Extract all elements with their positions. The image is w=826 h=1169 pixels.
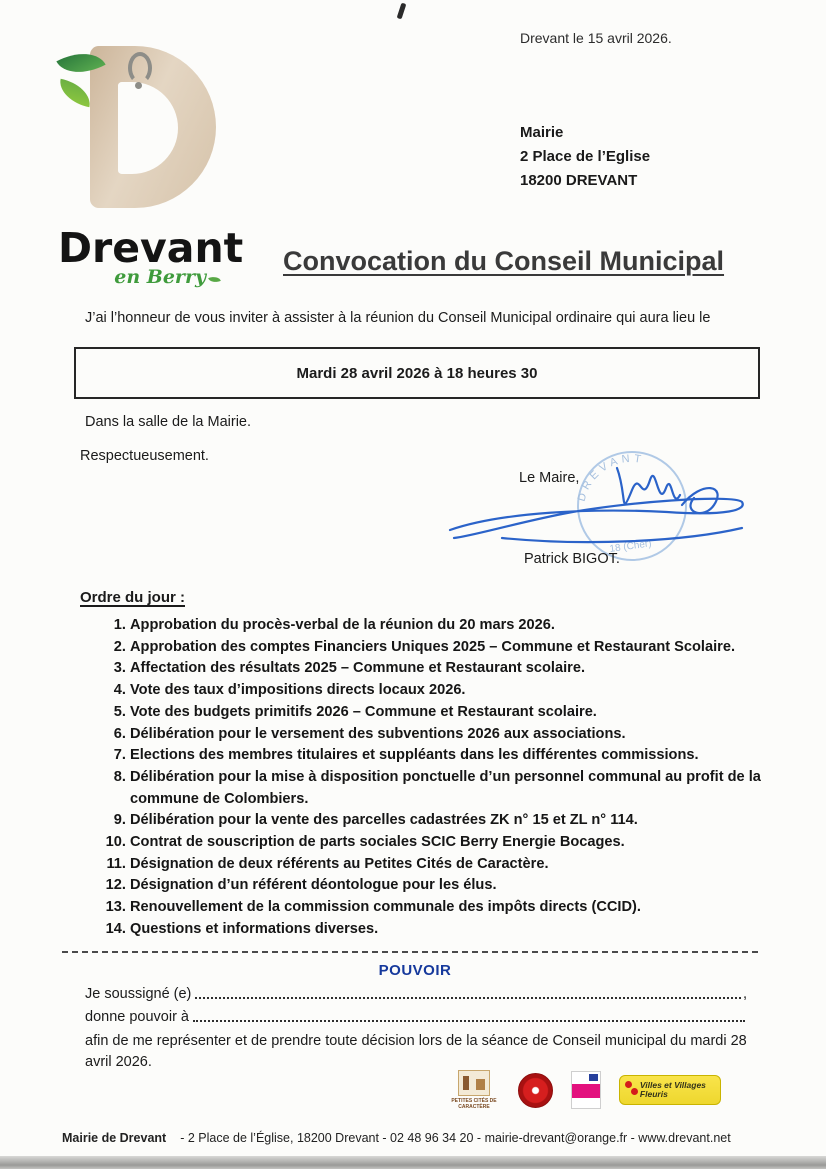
agenda-item: 1. Approbation du procès-verbal de la réunion du 20 mars 2026. — [130, 615, 766, 637]
pouvoir-heading: POUVOIR — [378, 962, 452, 979]
agenda-item: 3. Affectation des résultats 2025 – Commune et Restaurant scolaire. — [130, 658, 766, 680]
agenda-item: 10. Contrat de souscription de parts sociales SCIC Berry Energie Bocages. — [130, 832, 766, 854]
drevant-logo — [58, 40, 226, 220]
pouvoir-line-1: Je soussigné (e) , — [85, 986, 747, 1002]
flower-icon — [625, 1080, 636, 1100]
leaf-icon — [208, 274, 221, 284]
petites-cites-de-caractere-logo: PETITES CITÉS DE CARACTÈRE — [448, 1070, 500, 1110]
dotted-leader — [193, 1020, 745, 1022]
svg-text:18 (Cher): 18 (Cher) — [608, 538, 653, 555]
logo-wordmark — [58, 224, 244, 288]
agenda-item: 13. Renouvellement de la commission communale des impôts directs (CCID). — [130, 897, 766, 919]
agenda-item: 11. Désignation de deux référents au Petites Cités de Caractère. — [130, 854, 766, 876]
pcc-building-icon — [458, 1070, 490, 1096]
mayor-role: Le Maire, — [519, 470, 580, 486]
page-edge-shadow — [0, 1156, 826, 1169]
intro-text: J’ai l’honneur de vous inviter à assister à la réunion du Conseil Municipal ordinaire qui aura lieu le — [85, 310, 711, 326]
pink-blue-badge-logo — [571, 1071, 601, 1109]
mayor-stamp — [576, 452, 686, 560]
closing-text: Respectueusement. — [80, 448, 209, 464]
sender-line: 18200 DREVANT — [520, 172, 638, 189]
logo-leaf-icon — [56, 79, 94, 108]
dashed-separator — [62, 951, 758, 953]
agenda-item: 14. Questions et informations diverses. — [130, 919, 766, 941]
mayor-name: Patrick BIGOT. — [524, 551, 620, 567]
sender-line: 2 Place de l’Eglise — [520, 148, 651, 165]
agenda-item: 9. Délibération pour la vente des parcelles cadastrées ZK n° 15 et ZL n° 114. — [130, 810, 766, 832]
agenda-item: 8. Délibération pour la mise à disposition ponctuelle d’un personnel communal au profit de la commune de Colombiers. — [130, 767, 766, 810]
dotted-leader — [195, 997, 741, 999]
sender-address — [520, 121, 650, 193]
logo-tagline-text: en Berry — [58, 266, 224, 288]
page-title: Convocation du Conseil Municipal — [283, 246, 725, 276]
date-line: Drevant le 15 avril 2026. — [520, 30, 672, 46]
footer-contact: - 2 Place de l’Église, 18200 Drevant - 02 48 96 34 20 - mairie-drevant@orange.fr - www.drevant.net — [180, 1131, 731, 1145]
pouvoir-line-2: donne pouvoir à — [85, 1009, 747, 1025]
partner-logos — [448, 1070, 721, 1110]
red-flower-logo — [518, 1073, 553, 1108]
sender-line: Mairie — [520, 124, 564, 141]
footer-org-name: Mairie de Drevant — [62, 1131, 167, 1145]
logo-brand-text: Drevant — [58, 224, 244, 272]
agenda-item: 6. Délibération pour le versement des subventions 2026 aux associations. — [130, 724, 766, 746]
agenda-item: 5. Vote des budgets primitifs 2026 – Commune et Restaurant scolaire. — [130, 702, 766, 724]
meeting-datetime-box — [74, 347, 760, 399]
villes-et-villages-fleuris-logo: Villes et Villages Fleuris — [619, 1075, 721, 1105]
agenda-item: 7. Elections des membres titulaires et suppléants dans les différentes commissions. — [130, 745, 766, 767]
meeting-datetime: Mardi 28 avril 2026 à 18 heures 30 — [296, 364, 538, 382]
location-text: Dans la salle de la Mairie. — [85, 414, 252, 430]
footer-text — [62, 1131, 782, 1145]
agenda-item: 4. Vote des taux d’impositions directs locaux 2026. — [130, 680, 766, 702]
pouvoir-line-3: afin de me représenter et de prendre toute décision lors de la séance de Conseil municipal du mardi 28 avril 2026. — [85, 1033, 747, 1070]
svg-text:DREVANT: DREVANT — [575, 452, 646, 503]
scan-artifact — [397, 3, 407, 20]
logo-accent-mark — [128, 52, 152, 84]
agenda-item: 12. Désignation d’un référent déontologue pour les élus. — [130, 875, 766, 897]
agenda-heading: Ordre du jour : — [80, 589, 185, 606]
agenda-item: 2. Approbation des comptes Financiers Uniques 2025 – Commune et Restaurant Scolaire. — [130, 637, 766, 659]
agenda-list — [102, 615, 766, 941]
